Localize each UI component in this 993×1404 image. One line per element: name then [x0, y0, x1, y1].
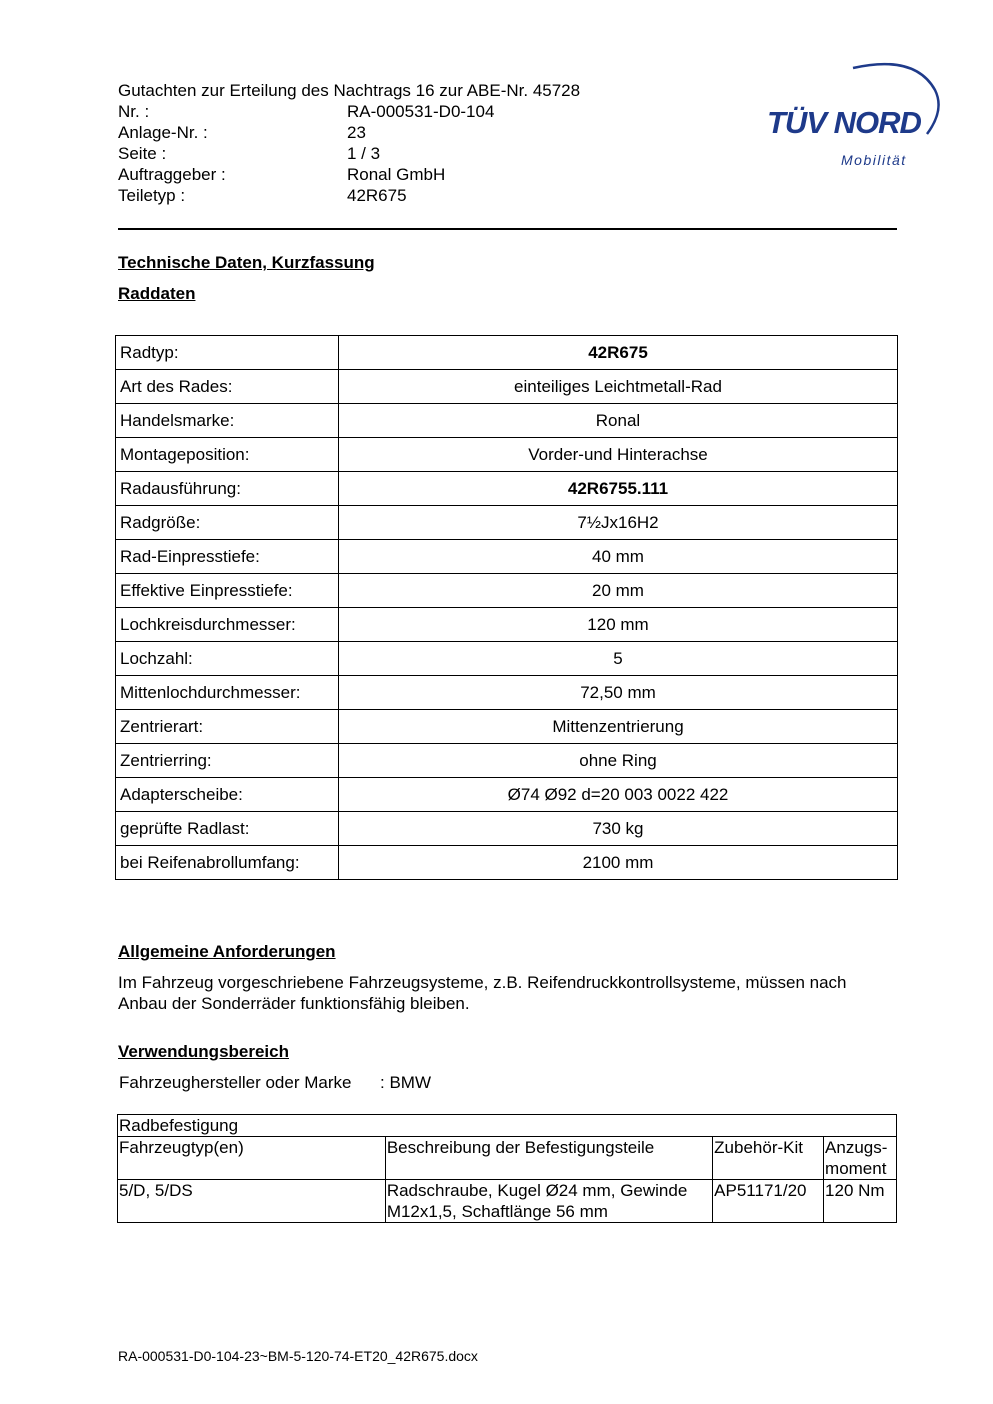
row-value: 7½Jx16H2	[339, 506, 898, 540]
fixing-header-cell: Fahrzeugtyp(en)	[118, 1137, 386, 1180]
meta-row	[118, 185, 494, 206]
row-label: Art des Rades:	[116, 370, 339, 404]
table-row	[116, 574, 898, 608]
table-row	[116, 812, 898, 846]
meta-row	[118, 143, 494, 164]
row-label: bei Reifenabrollumfang:	[116, 846, 339, 880]
table-row	[116, 608, 898, 642]
fixing-row	[118, 1180, 897, 1223]
row-value: Vorder-und Hinterachse	[339, 438, 898, 472]
table-row	[116, 506, 898, 540]
meta-row	[118, 101, 494, 122]
table-row	[116, 472, 898, 506]
row-value: 42R6755.111	[339, 472, 898, 506]
section-heading-tech-data: Technische Daten, Kurzfassung	[118, 253, 375, 272]
row-label: Radtyp:	[116, 336, 339, 370]
row-label: Handelsmarke:	[116, 404, 339, 438]
meta-key: Auftraggeber :	[118, 165, 226, 184]
fixing-caption: Radbefestigung	[118, 1115, 897, 1137]
section-heading-usage: Verwendungsbereich	[118, 1042, 289, 1061]
fixing-caption-row	[118, 1115, 897, 1137]
meta-key: Teiletyp :	[118, 186, 186, 205]
table-row	[116, 438, 898, 472]
table-row	[116, 370, 898, 404]
row-value: 120 mm	[339, 608, 898, 642]
row-value: 42R675	[339, 336, 898, 370]
row-value: 72,50 mm	[339, 676, 898, 710]
fixing-cell: 5/D, 5/DS	[118, 1180, 386, 1223]
row-label: Radausführung:	[116, 472, 339, 506]
row-label: Rad-Einpresstiefe:	[116, 540, 339, 574]
table-row	[116, 710, 898, 744]
row-label: Radgröße:	[116, 506, 339, 540]
wheel-fixing-table	[117, 1114, 897, 1223]
row-value: Ø74 Ø92 d=20 003 0022 422	[339, 778, 898, 812]
fixing-cell: 120 Nm	[824, 1180, 897, 1223]
meta-value: RA-000531-D0-104	[347, 102, 495, 121]
meta-row	[118, 122, 494, 143]
fixing-header-cell: Beschreibung der Befestigungsteile	[385, 1137, 712, 1180]
row-value: Ronal	[339, 404, 898, 438]
row-label: Montageposition:	[116, 438, 339, 472]
row-label: Zentrierart:	[116, 710, 339, 744]
meta-key: Seite :	[118, 144, 167, 163]
row-value: 5	[339, 642, 898, 676]
footer-filename: RA-000531-D0-104-23~BM-5-120-74-ET20_42R675.docx	[118, 1348, 478, 1364]
table-row	[116, 642, 898, 676]
fixing-header-cell: Anzugs-moment	[824, 1137, 897, 1180]
table-row	[116, 404, 898, 438]
table-row	[116, 336, 898, 370]
meta-value: 42R675	[347, 186, 407, 205]
general-requirements-text: Im Fahrzeug vorgeschriebene Fahrzeugsysteme, z.B. Reifendruckkontrollsysteme, müssen nach Anbau der Sonderräder funktionsfähig bleiben.	[118, 973, 847, 1013]
maker-value: : BMW	[380, 1073, 431, 1092]
row-label: Adapterscheibe:	[116, 778, 339, 812]
table-row	[116, 778, 898, 812]
fixing-header-cell: Zubehör-Kit	[713, 1137, 824, 1180]
meta-value: 1 / 3	[347, 144, 381, 163]
row-label: Lochkreisdurchmesser:	[116, 608, 339, 642]
fixing-cell: AP51171/20	[713, 1180, 824, 1223]
document-title: Gutachten zur Erteilung des Nachtrags 16 zur ABE-Nr. 45728	[118, 81, 581, 100]
header-divider	[118, 228, 897, 230]
tuev-nord-logo	[765, 58, 945, 173]
meta-key: Nr. :	[118, 102, 150, 121]
logo-subtitle: Mobilität	[841, 152, 907, 168]
section-heading-general: Allgemeine Anforderungen	[118, 942, 336, 961]
row-value: 20 mm	[339, 574, 898, 608]
row-value: ohne Ring	[339, 744, 898, 778]
fixing-cell: Radschraube, Kugel Ø24 mm, Gewinde M12x1,5, Schaftlänge 56 mm	[385, 1180, 712, 1223]
table-row	[116, 676, 898, 710]
maker-key: Fahrzeughersteller oder Marke	[119, 1073, 352, 1092]
fixing-header-row	[118, 1137, 897, 1180]
row-label: Lochzahl:	[116, 642, 339, 676]
row-label: Zentrierring:	[116, 744, 339, 778]
row-value: Mittenzentrierung	[339, 710, 898, 744]
row-label: geprüfte Radlast:	[116, 812, 339, 846]
meta-value: 23	[347, 123, 366, 142]
row-value: 40 mm	[339, 540, 898, 574]
meta-value: Ronal GmbH	[347, 165, 446, 184]
logo-wordmark: TÜV NORD	[767, 105, 921, 140]
meta-row	[118, 164, 494, 185]
row-value: 730 kg	[339, 812, 898, 846]
row-value: 2100 mm	[339, 846, 898, 880]
section-heading-wheel-data: Raddaten	[118, 284, 196, 303]
meta-key: Anlage-Nr. :	[118, 123, 208, 142]
table-row	[116, 846, 898, 880]
wheel-data-table	[115, 335, 898, 880]
table-row	[116, 744, 898, 778]
table-row	[116, 540, 898, 574]
row-label: Effektive Einpresstiefe:	[116, 574, 339, 608]
row-label: Mittenlochdurchmesser:	[116, 676, 339, 710]
row-value: einteiliges Leichtmetall-Rad	[339, 370, 898, 404]
meta-block	[118, 101, 494, 206]
vehicle-maker-line	[119, 1072, 431, 1093]
